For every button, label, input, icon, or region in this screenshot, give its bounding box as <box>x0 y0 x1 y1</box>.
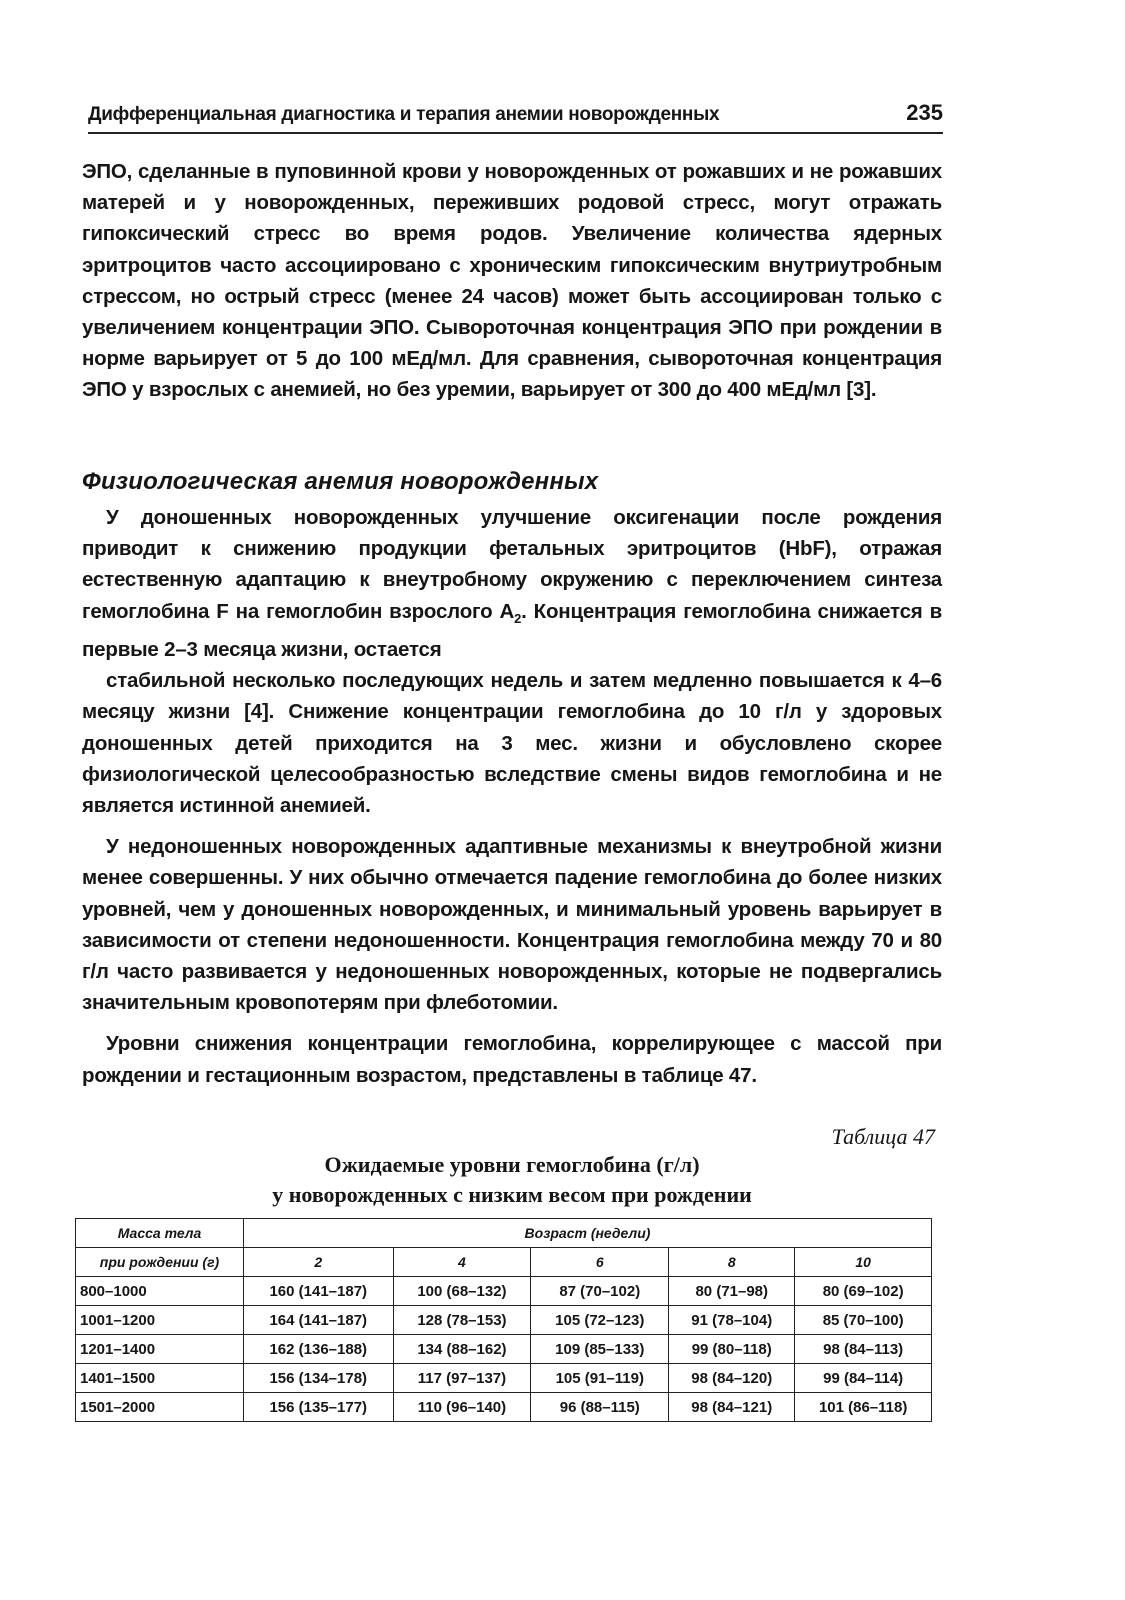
value-cell: 105 (72–123) <box>531 1306 669 1335</box>
mass-cell: 1501–2000 <box>76 1393 244 1422</box>
body-block-2 <box>82 502 942 1091</box>
table-row <box>76 1364 932 1393</box>
value-cell: 85 (70–100) <box>795 1306 932 1335</box>
value-cell: 100 (68–132) <box>393 1277 531 1306</box>
header-week: 4 <box>393 1248 531 1277</box>
value-cell: 117 (97–137) <box>393 1364 531 1393</box>
value-cell: 98 (84–121) <box>669 1393 795 1422</box>
paragraph-stable: стабильной несколько последующих недель и затем медленно повышается к 4–6 месяцу жизни [4]. Снижение концентрации гемоглобина до 10 г/л у здоровых доношенных детей приходится на 3 мес. жизни и обусловлено скорее физиологической целесообразностью вследствие смены видов гемоглобина и не является истинной анемией. <box>82 669 942 817</box>
section-heading: Физиологическая анемия новорожденных <box>82 468 599 495</box>
value-cell: 91 (78–104) <box>669 1306 795 1335</box>
value-cell: 98 (84–120) <box>669 1364 795 1393</box>
hb-subscript: 2 <box>514 610 522 626</box>
header-mass-line-1: Масса тела <box>76 1219 244 1248</box>
table-header-row-2 <box>76 1248 932 1277</box>
table-row <box>76 1335 932 1364</box>
page-number: 235 <box>906 100 943 125</box>
value-cell: 99 (84–114) <box>795 1364 932 1393</box>
value-cell: 80 (71–98) <box>669 1277 795 1306</box>
value-cell: 96 (88–115) <box>531 1393 669 1422</box>
mass-cell: 1201–1400 <box>76 1335 244 1364</box>
hemoglobin-table <box>75 1218 932 1422</box>
value-cell: 87 (70–102) <box>531 1277 669 1306</box>
paragraph-term-infants-text: У доношенных новорожденных улучшение оксигенации после рождения приводит к снижению продукции фетальных эритроцитов (HbF), отражая естественную адаптацию к внеутробному окружению с переключением синтеза гемоглобина F на гемоглобин взрослого A <box>82 506 942 623</box>
paragraph-term-infants <box>82 502 942 665</box>
running-head-title: Дифференциальная диагностика и терапия анемии новорожденных <box>88 104 720 125</box>
header-week: 6 <box>531 1248 669 1277</box>
header-mass-line-2: при рождении (г) <box>76 1248 244 1277</box>
paragraph-epo: ЭПО, сделанные в пуповинной крови у новорожденных от рожавших и не рожавших матерей и у новорожденных, переживших родовой стресс, могут отражать гипоксический стресс во время родов. Увеличение количества ядерных эритроцитов часто ассоциировано с хроническим гипоксическим внутриутробным стрессом, но острый стресс (менее 24 часов) может быть ассоциирован только с увеличением концентрации ЭПО. Сывороточная концентрация ЭПО при рождении в норме варьирует от 5 до 100 мЕд/мл. Для сравнения, сывороточная концентрация ЭПО у взрослых с анемией, но без уремии, варьирует от 300 до 400 мЕд/мл [3]. <box>82 160 942 402</box>
value-cell: 98 (84–113) <box>795 1335 932 1364</box>
table-row <box>76 1306 932 1335</box>
table-title-line-2: у новорожденных с низким весом при рождении <box>272 1182 752 1207</box>
running-head <box>88 100 943 134</box>
value-cell: 109 (85–133) <box>531 1335 669 1364</box>
value-cell: 156 (135–177) <box>244 1393 394 1422</box>
header-week: 10 <box>795 1248 932 1277</box>
body-block-1 <box>82 156 942 406</box>
mass-cell: 1001–1200 <box>76 1306 244 1335</box>
header-week: 2 <box>244 1248 394 1277</box>
value-cell: 110 (96–140) <box>393 1393 531 1422</box>
value-cell: 134 (88–162) <box>393 1335 531 1364</box>
header-week: 8 <box>669 1248 795 1277</box>
table-title <box>82 1150 942 1210</box>
value-cell: 101 (86–118) <box>795 1393 932 1422</box>
table-row <box>76 1277 932 1306</box>
table-label: Таблица 47 <box>831 1124 935 1149</box>
paragraph-table-ref: Уровни снижения концентрации гемоглобина, коррелирующее с массой при рождении и гестационным возрастом, представлены в таблице 47. <box>82 1032 942 1087</box>
value-cell: 128 (78–153) <box>393 1306 531 1335</box>
value-cell: 160 (141–187) <box>244 1277 394 1306</box>
mass-cell: 1401–1500 <box>76 1364 244 1393</box>
value-cell: 99 (80–118) <box>669 1335 795 1364</box>
paragraph-term-infants-text-end: . Концентрация гемоглобина снижается в первые 2–3 месяца жизни, остается <box>82 599 942 661</box>
table-row <box>76 1393 932 1422</box>
value-cell: 105 (91–119) <box>531 1364 669 1393</box>
paragraph-preterm: У недоношенных новорожденных адаптивные механизмы к внеутробной жизни менее совершенны. У них обычно отмечается падение гемоглобина до более низких уровней, чем у доношенных новорожденных, и минимальный уровень варьирует в зависимости от степени недоношенности. Концентрация гемоглобина между 70 и 80 г/л часто развивается у недоношенных новорожденных, которые не подвергались значительным кровопотерям при флеботомии. <box>82 835 942 1015</box>
mass-cell: 800–1000 <box>76 1277 244 1306</box>
table-header-row-1 <box>76 1219 932 1248</box>
value-cell: 80 (69–102) <box>795 1277 932 1306</box>
table-title-line-1: Ожидаемые уровни гемоглобина (г/л) <box>324 1152 700 1177</box>
value-cell: 164 (141–187) <box>244 1306 394 1335</box>
value-cell: 162 (136–188) <box>244 1335 394 1364</box>
value-cell: 156 (134–178) <box>244 1364 394 1393</box>
header-age: Возраст (недели) <box>244 1219 932 1248</box>
